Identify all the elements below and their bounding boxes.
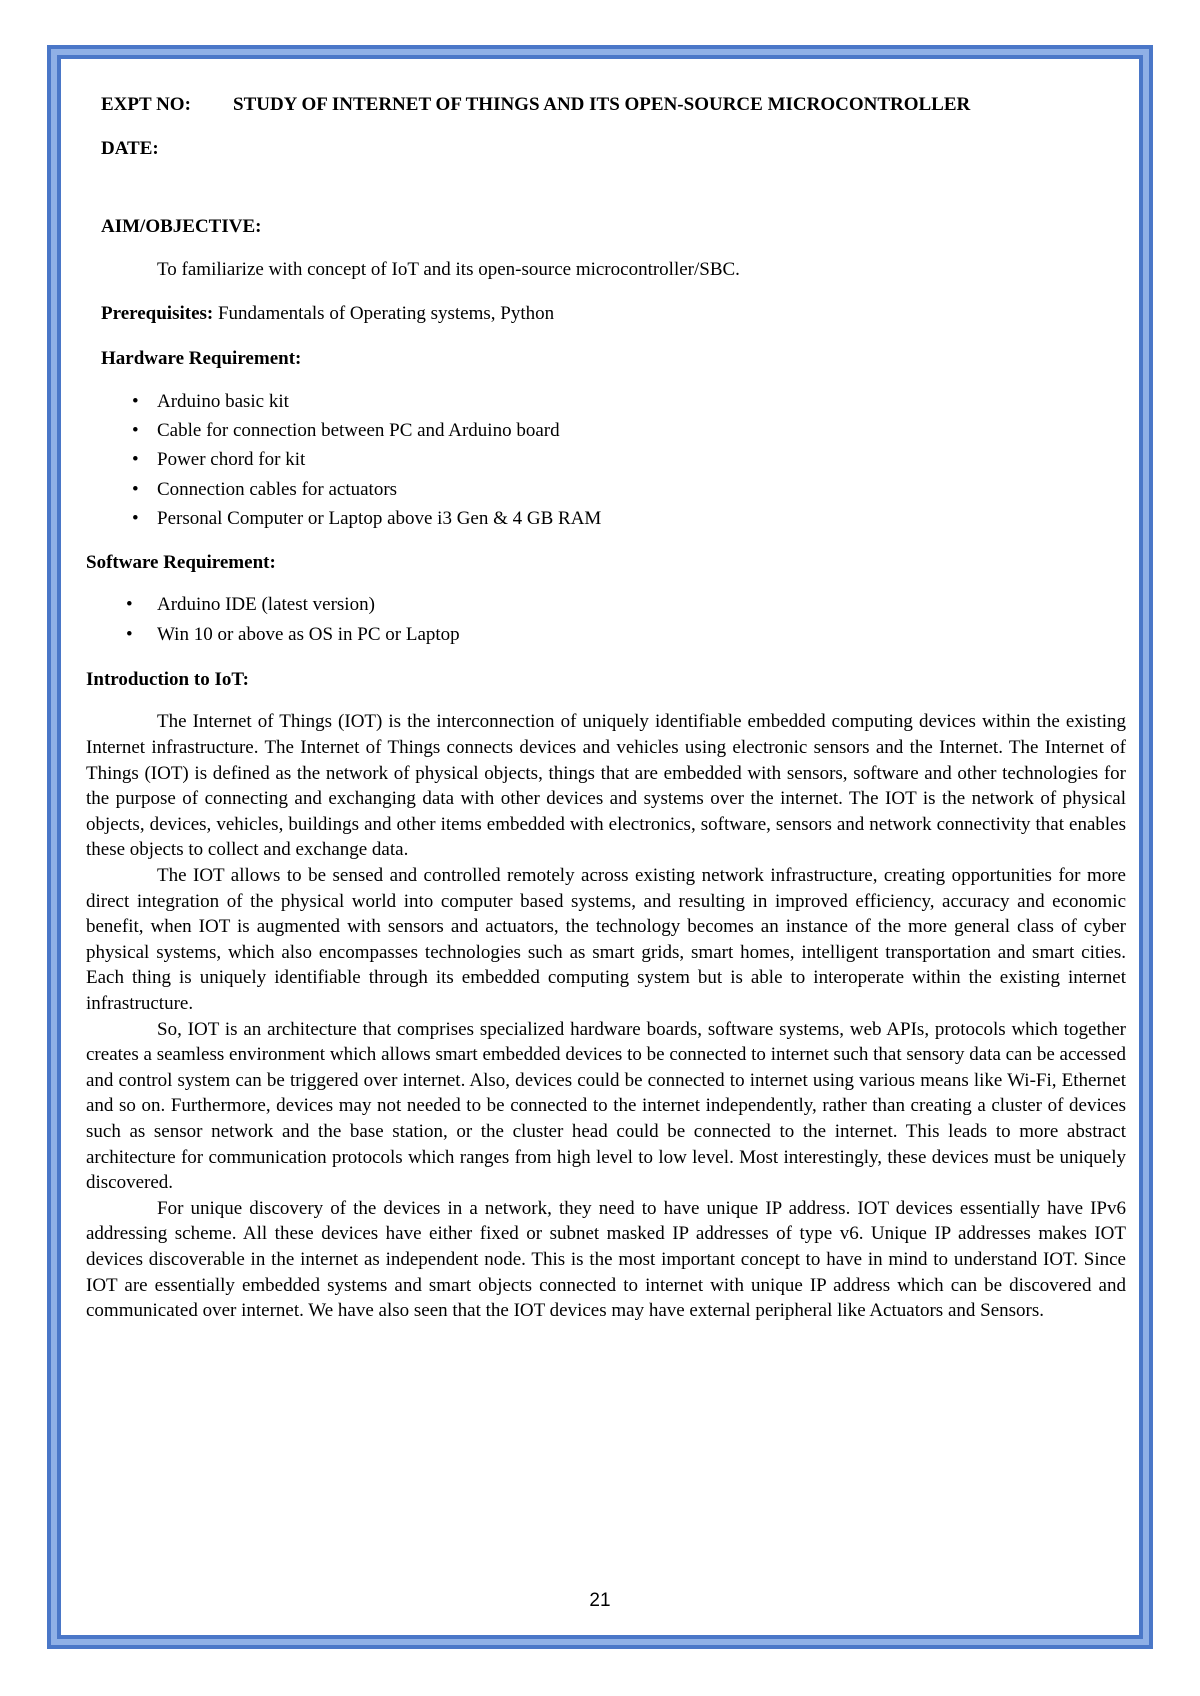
list-item: • Win 10 or above as OS in PC or Laptop (126, 622, 1126, 651)
page-number: 21 (589, 1590, 611, 1611)
intro-paragraph: The IOT allows to be sensed and controlled remotely across existing network infrastructure, creating opportunities for more direct integration of the physical world into computer based systems, and resulting in improved efficiency, accuracy and economic benefit, when IOT is augmented with sensors and actuators, the technology becomes an instance of the more general class of cyber physical systems, which also encompasses technologies such as smart grids, smart homes, intelligent transportation and smart cities. Each thing is uniquely identifiable through its embedded computing system but is able to interoperate within the existing internet infrastructure. (86, 865, 1126, 1015)
prerequisites (101, 301, 1126, 327)
prerequisites-label: Prerequisites: (101, 303, 214, 325)
list-item: • Power chord for kit (132, 447, 1126, 476)
list-item: • Cable for connection between PC and Arduino board (132, 418, 1126, 447)
aim-text: To familiarize with concept of IoT and its open-source microcontroller/SBC. (157, 258, 740, 280)
hardware-heading: Hardware Requirement: (101, 347, 302, 369)
software-list (126, 592, 1126, 651)
date-label: DATE: (101, 137, 159, 159)
intro-paragraph: The Internet of Things (IOT) is the interconnection of uniquely identifiable embedded computing devices within the existing Internet infrastructure. The Internet of Things connects devices and vehicles using electronic sensors and the Internet. The Internet of Things (IOT) is defined as the network of physical objects, things that are embedded with sensors, software and other technologies for the purpose of connecting and exchanging data with other devices and systems over the internet. The IOT is the network of physical objects, devices, vehicles, buildings and other items embedded with electronics, software, sensors and network connectivity that enables these objects to collect and exchange data. (86, 711, 1126, 861)
software-heading: Software Requirement: (86, 551, 276, 573)
aim-heading: AIM/OBJECTIVE: (101, 216, 262, 238)
intro-paragraph: For unique discovery of the devices in a network, they need to have unique IP address. IOT devices essentially have IPv6 addressing scheme. All these devices have either fixed or subnet masked IP addresses of type v6. Unique IP addresses makes IOT devices discoverable in the internet as independent node. This is the most important concept to have in mind to understand IOT. Since IOT are essentially embedded systems and smart objects connected to internet with unique IP address which can be discovered and communicated over internet. We have also seen that the IOT devices may have external peripheral like Actuators and Sensors. (86, 1197, 1126, 1322)
list-item: • Connection cables for actuators (132, 477, 1126, 506)
list-item: • Arduino IDE (latest version) (126, 592, 1126, 621)
experiment-title: STUDY OF INTERNET OF THINGS AND ITS OPEN-SOURCE MICROCONTROLLER (233, 94, 971, 115)
list-item: • Arduino basic kit (132, 389, 1126, 418)
list-item: • Personal Computer or Laptop above i3 Gen & 4 GB RAM (132, 506, 1126, 535)
experiment-header (101, 92, 1126, 118)
hardware-list (132, 389, 1126, 536)
intro-paragraph: So, IOT is an architecture that comprises specialized hardware boards, software systems, web APIs, protocols which together creates a seamless environment which allows smart embedded devices to be connected to internet such that sensory data can be accessed and control system can be triggered over internet. Also, devices could be connected to internet using various means like Wi-Fi, Ethernet and so on. Furthermore, devices may not needed to be connected to the internet independently, rather than creating a cluster of devices such as sensor network and the base station, or the cluster head could be connected to the internet. This leads to more abstract architecture for communication protocols which ranges from high level to low level. Most interestingly, these devices must be uniquely discovered. (86, 1018, 1126, 1194)
document-body (86, 92, 1126, 1324)
introduction-heading: Introduction to IoT: (86, 668, 249, 690)
prerequisites-text: Fundamentals of Operating systems, Python (213, 303, 555, 325)
expt-no-label: EXPT NO: (101, 94, 191, 115)
